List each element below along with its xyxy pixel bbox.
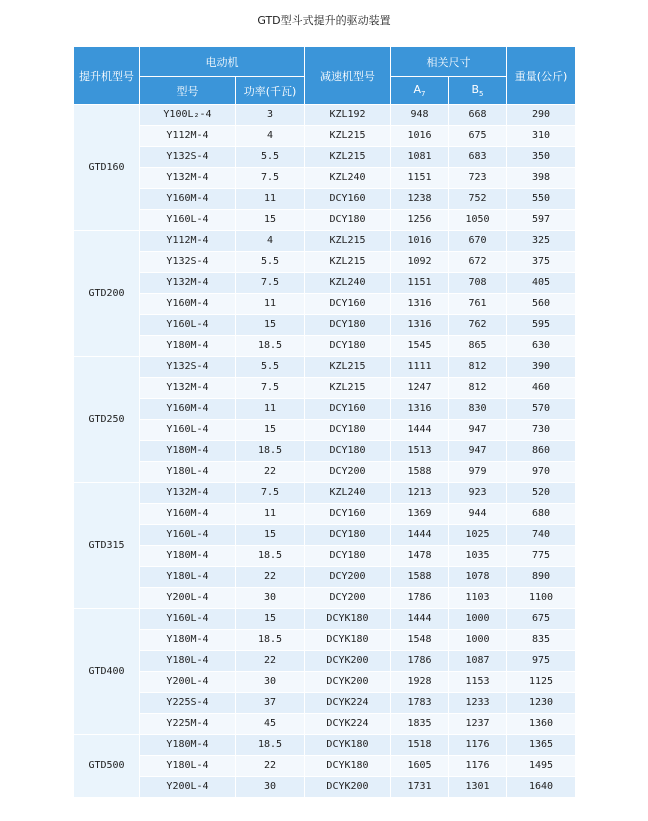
table-row <box>74 735 575 755</box>
reducer-cell: KZL215 <box>305 252 390 272</box>
reducer-cell: DCYK180 <box>305 756 390 776</box>
power-cell: 18.5 <box>236 546 304 566</box>
power-cell: 15 <box>236 210 304 230</box>
weight-cell: 325 <box>507 231 575 251</box>
table-row <box>74 273 575 293</box>
dim-a-cell: 1081 <box>391 147 448 167</box>
dim-a-cell: 1111 <box>391 357 448 377</box>
table-row <box>74 567 575 587</box>
hoist-model-cell: GTD250 <box>74 357 139 482</box>
motor-type-cell: Y132S-4 <box>140 147 235 167</box>
reducer-cell: KZL215 <box>305 147 390 167</box>
dim-b-cell: 1176 <box>449 756 506 776</box>
table-row <box>74 147 575 167</box>
weight-cell: 1365 <box>507 735 575 755</box>
motor-type-cell: Y225S-4 <box>140 693 235 713</box>
weight-cell: 570 <box>507 399 575 419</box>
weight-cell: 1495 <box>507 756 575 776</box>
table-row <box>74 378 575 398</box>
weight-cell: 680 <box>507 504 575 524</box>
power-cell: 18.5 <box>236 630 304 650</box>
motor-type-cell: Y132M-4 <box>140 273 235 293</box>
weight-cell: 398 <box>507 168 575 188</box>
reducer-cell: DCY180 <box>305 420 390 440</box>
header-motor-type: 型号 <box>140 77 235 104</box>
power-cell: 15 <box>236 420 304 440</box>
weight-cell: 890 <box>507 567 575 587</box>
power-cell: 15 <box>236 525 304 545</box>
weight-cell: 520 <box>507 483 575 503</box>
weight-cell: 1100 <box>507 588 575 608</box>
dim-a-cell: 1016 <box>391 126 448 146</box>
motor-type-cell: Y180L-4 <box>140 756 235 776</box>
motor-type-cell: Y160M-4 <box>140 399 235 419</box>
reducer-cell: DCY160 <box>305 294 390 314</box>
weight-cell: 860 <box>507 441 575 461</box>
weight-cell: 375 <box>507 252 575 272</box>
motor-type-cell: Y132M-4 <box>140 483 235 503</box>
dim-b-cell: 723 <box>449 168 506 188</box>
header-row-1 <box>74 47 575 76</box>
header-dim-a <box>391 77 448 104</box>
reducer-cell: DCYK200 <box>305 672 390 692</box>
reducer-cell: DCYK200 <box>305 651 390 671</box>
weight-cell: 460 <box>507 378 575 398</box>
motor-type-cell: Y112M-4 <box>140 231 235 251</box>
table-row <box>74 126 575 146</box>
dim-b-cell: 947 <box>449 420 506 440</box>
dim-a-cell: 1548 <box>391 630 448 650</box>
table-row <box>74 210 575 230</box>
header-weight: 重量(公斤) <box>507 47 575 104</box>
dim-b-cell: 1103 <box>449 588 506 608</box>
motor-type-cell: Y180L-4 <box>140 567 235 587</box>
header-reducer: 减速机型号 <box>305 47 390 104</box>
reducer-cell: DCY200 <box>305 567 390 587</box>
motor-type-cell: Y132S-4 <box>140 252 235 272</box>
reducer-cell: DCY200 <box>305 462 390 482</box>
motor-type-cell: Y160M-4 <box>140 189 235 209</box>
dim-b-cell: 1078 <box>449 567 506 587</box>
table-row <box>74 504 575 524</box>
weight-cell: 740 <box>507 525 575 545</box>
hoist-model-cell: GTD160 <box>74 105 139 230</box>
hoist-model-cell: GTD400 <box>74 609 139 734</box>
dim-b-cell: 1301 <box>449 777 506 797</box>
table-row <box>74 630 575 650</box>
weight-cell: 675 <box>507 609 575 629</box>
header-hoist-model: 提升机型号 <box>74 47 139 104</box>
power-cell: 5.5 <box>236 147 304 167</box>
motor-type-cell: Y200L-4 <box>140 588 235 608</box>
reducer-cell: DCY180 <box>305 336 390 356</box>
header-dim-a-letter: A <box>413 82 422 96</box>
power-cell: 11 <box>236 399 304 419</box>
weight-cell: 390 <box>507 357 575 377</box>
power-cell: 30 <box>236 777 304 797</box>
power-cell: 45 <box>236 714 304 734</box>
table-row <box>74 168 575 188</box>
weight-cell: 775 <box>507 546 575 566</box>
reducer-cell: KZL215 <box>305 126 390 146</box>
dim-a-cell: 1151 <box>391 273 448 293</box>
table-row <box>74 420 575 440</box>
dim-a-cell: 1444 <box>391 420 448 440</box>
dim-b-cell: 683 <box>449 147 506 167</box>
dim-b-cell: 1035 <box>449 546 506 566</box>
reducer-cell: DCYK180 <box>305 735 390 755</box>
reducer-cell: KZL240 <box>305 273 390 293</box>
dim-a-cell: 1513 <box>391 441 448 461</box>
table-row <box>74 651 575 671</box>
motor-type-cell: Y180L-4 <box>140 651 235 671</box>
reducer-cell: DCY160 <box>305 189 390 209</box>
table-row <box>74 546 575 566</box>
reducer-cell: KZL240 <box>305 483 390 503</box>
hoist-model-cell: GTD200 <box>74 231 139 356</box>
dim-b-cell: 752 <box>449 189 506 209</box>
table-row <box>74 336 575 356</box>
hoist-model-cell: GTD315 <box>74 483 139 608</box>
dim-a-cell: 1545 <box>391 336 448 356</box>
table-row <box>74 672 575 692</box>
weight-cell: 560 <box>507 294 575 314</box>
power-cell: 22 <box>236 462 304 482</box>
power-cell: 11 <box>236 189 304 209</box>
dim-a-cell: 1786 <box>391 588 448 608</box>
dim-b-cell: 670 <box>449 231 506 251</box>
power-cell: 22 <box>236 567 304 587</box>
reducer-cell: DCYK180 <box>305 609 390 629</box>
table-row <box>74 483 575 503</box>
dim-a-cell: 1478 <box>391 546 448 566</box>
motor-type-cell: Y160L-4 <box>140 210 235 230</box>
reducer-cell: DCYK180 <box>305 630 390 650</box>
power-cell: 37 <box>236 693 304 713</box>
dim-b-cell: 761 <box>449 294 506 314</box>
dim-a-cell: 1444 <box>391 609 448 629</box>
header-dimensions: 相关尺寸 <box>391 47 506 76</box>
power-cell: 7.5 <box>236 273 304 293</box>
motor-type-cell: Y180M-4 <box>140 546 235 566</box>
motor-type-cell: Y180M-4 <box>140 630 235 650</box>
power-cell: 15 <box>236 315 304 335</box>
power-cell: 4 <box>236 126 304 146</box>
motor-type-cell: Y160M-4 <box>140 504 235 524</box>
weight-cell: 595 <box>507 315 575 335</box>
dim-b-cell: 830 <box>449 399 506 419</box>
reducer-cell: KZL215 <box>305 231 390 251</box>
motor-type-cell: Y160L-4 <box>140 609 235 629</box>
power-cell: 3 <box>236 105 304 125</box>
table-row <box>74 525 575 545</box>
header-motor: 电动机 <box>140 47 304 76</box>
power-cell: 30 <box>236 588 304 608</box>
dim-b-cell: 1176 <box>449 735 506 755</box>
dim-a-cell: 948 <box>391 105 448 125</box>
weight-cell: 350 <box>507 147 575 167</box>
dim-b-cell: 923 <box>449 483 506 503</box>
dim-a-cell: 1588 <box>391 567 448 587</box>
reducer-cell: DCYK224 <box>305 693 390 713</box>
dim-b-cell: 1025 <box>449 525 506 545</box>
table-row <box>74 315 575 335</box>
motor-type-cell: Y100L₂-4 <box>140 105 235 125</box>
weight-cell: 1640 <box>507 777 575 797</box>
power-cell: 22 <box>236 756 304 776</box>
table-row <box>74 399 575 419</box>
reducer-cell: DCY160 <box>305 399 390 419</box>
header-dim-b <box>449 77 506 104</box>
weight-cell: 975 <box>507 651 575 671</box>
dim-a-cell: 1151 <box>391 168 448 188</box>
motor-type-cell: Y225M-4 <box>140 714 235 734</box>
dim-b-cell: 762 <box>449 315 506 335</box>
power-cell: 4 <box>236 231 304 251</box>
dim-a-cell: 1928 <box>391 672 448 692</box>
weight-cell: 290 <box>507 105 575 125</box>
power-cell: 18.5 <box>236 336 304 356</box>
reducer-cell: DCYK224 <box>305 714 390 734</box>
table-row <box>74 105 575 125</box>
weight-cell: 730 <box>507 420 575 440</box>
power-cell: 11 <box>236 504 304 524</box>
motor-type-cell: Y200L-4 <box>140 777 235 797</box>
table-row <box>74 357 575 377</box>
reducer-cell: DCYK200 <box>305 777 390 797</box>
dim-a-cell: 1092 <box>391 252 448 272</box>
dim-a-cell: 1316 <box>391 399 448 419</box>
weight-cell: 310 <box>507 126 575 146</box>
motor-type-cell: Y180M-4 <box>140 735 235 755</box>
weight-cell: 405 <box>507 273 575 293</box>
dim-b-cell: 1153 <box>449 672 506 692</box>
dim-b-cell: 812 <box>449 357 506 377</box>
power-cell: 7.5 <box>236 483 304 503</box>
dim-a-cell: 1238 <box>391 189 448 209</box>
power-cell: 18.5 <box>236 735 304 755</box>
reducer-cell: DCY180 <box>305 315 390 335</box>
dim-b-cell: 944 <box>449 504 506 524</box>
power-cell: 15 <box>236 609 304 629</box>
dim-b-cell: 1000 <box>449 609 506 629</box>
motor-type-cell: Y180M-4 <box>140 441 235 461</box>
power-cell: 5.5 <box>236 357 304 377</box>
dim-b-cell: 865 <box>449 336 506 356</box>
table-row <box>74 294 575 314</box>
power-cell: 18.5 <box>236 441 304 461</box>
dim-a-cell: 1316 <box>391 294 448 314</box>
dim-b-cell: 672 <box>449 252 506 272</box>
page-title: GTD型斗式提升的驱动装置 <box>257 14 391 27</box>
header-dim-a-subscript: 7 <box>421 90 426 99</box>
reducer-cell: DCY180 <box>305 441 390 461</box>
table-row <box>74 756 575 776</box>
motor-type-cell: Y200L-4 <box>140 672 235 692</box>
dim-a-cell: 1783 <box>391 693 448 713</box>
reducer-cell: DCY180 <box>305 210 390 230</box>
header-dim-b-letter: B <box>471 82 480 96</box>
dim-b-cell: 1050 <box>449 210 506 230</box>
dim-a-cell: 1316 <box>391 315 448 335</box>
table-row <box>74 693 575 713</box>
weight-cell: 1360 <box>507 714 575 734</box>
dim-b-cell: 1237 <box>449 714 506 734</box>
table-row <box>74 462 575 482</box>
motor-type-cell: Y160L-4 <box>140 525 235 545</box>
reducer-cell: KZL215 <box>305 378 390 398</box>
table-row <box>74 777 575 797</box>
dim-a-cell: 1256 <box>391 210 448 230</box>
table-row <box>74 231 575 251</box>
dim-a-cell: 1588 <box>391 462 448 482</box>
power-cell: 22 <box>236 651 304 671</box>
table-row <box>74 441 575 461</box>
table-row <box>74 189 575 209</box>
power-cell: 11 <box>236 294 304 314</box>
dim-a-cell: 1213 <box>391 483 448 503</box>
weight-cell: 630 <box>507 336 575 356</box>
weight-cell: 550 <box>507 189 575 209</box>
dim-a-cell: 1835 <box>391 714 448 734</box>
dim-b-cell: 1233 <box>449 693 506 713</box>
table-row <box>74 609 575 629</box>
table-body <box>74 105 575 797</box>
dim-b-cell: 1000 <box>449 630 506 650</box>
weight-cell: 1230 <box>507 693 575 713</box>
motor-type-cell: Y160L-4 <box>140 315 235 335</box>
power-cell: 30 <box>236 672 304 692</box>
table-row <box>74 588 575 608</box>
reducer-cell: KZL240 <box>305 168 390 188</box>
motor-type-cell: Y112M-4 <box>140 126 235 146</box>
power-cell: 7.5 <box>236 168 304 188</box>
dim-a-cell: 1369 <box>391 504 448 524</box>
motor-type-cell: Y180L-4 <box>140 462 235 482</box>
dim-a-cell: 1731 <box>391 777 448 797</box>
power-cell: 7.5 <box>236 378 304 398</box>
weight-cell: 597 <box>507 210 575 230</box>
reducer-cell: DCY160 <box>305 504 390 524</box>
dim-b-cell: 979 <box>449 462 506 482</box>
header-power: 功率(千瓦) <box>236 77 304 104</box>
power-cell: 5.5 <box>236 252 304 272</box>
weight-cell: 835 <box>507 630 575 650</box>
reducer-cell: DCY200 <box>305 588 390 608</box>
dim-a-cell: 1444 <box>391 525 448 545</box>
dim-b-cell: 1087 <box>449 651 506 671</box>
weight-cell: 1125 <box>507 672 575 692</box>
dim-a-cell: 1518 <box>391 735 448 755</box>
motor-type-cell: Y132M-4 <box>140 168 235 188</box>
reducer-cell: KZL215 <box>305 357 390 377</box>
motor-type-cell: Y160L-4 <box>140 420 235 440</box>
weight-cell: 970 <box>507 462 575 482</box>
table-row <box>74 252 575 272</box>
dim-b-cell: 668 <box>449 105 506 125</box>
dim-a-cell: 1016 <box>391 231 448 251</box>
motor-type-cell: Y180M-4 <box>140 336 235 356</box>
dim-b-cell: 812 <box>449 378 506 398</box>
dim-a-cell: 1247 <box>391 378 448 398</box>
motor-type-cell: Y132S-4 <box>140 357 235 377</box>
reducer-cell: DCY180 <box>305 525 390 545</box>
drive-spec-table <box>73 46 576 798</box>
table-row <box>74 714 575 734</box>
dim-b-cell: 947 <box>449 441 506 461</box>
reducer-cell: DCY180 <box>305 546 390 566</box>
motor-type-cell: Y132M-4 <box>140 378 235 398</box>
dim-b-cell: 675 <box>449 126 506 146</box>
motor-type-cell: Y160M-4 <box>140 294 235 314</box>
hoist-model-cell: GTD500 <box>74 735 139 797</box>
dim-a-cell: 1605 <box>391 756 448 776</box>
header-dim-b-subscript: 5 <box>479 90 484 99</box>
dim-b-cell: 708 <box>449 273 506 293</box>
dim-a-cell: 1786 <box>391 651 448 671</box>
reducer-cell: KZL192 <box>305 105 390 125</box>
